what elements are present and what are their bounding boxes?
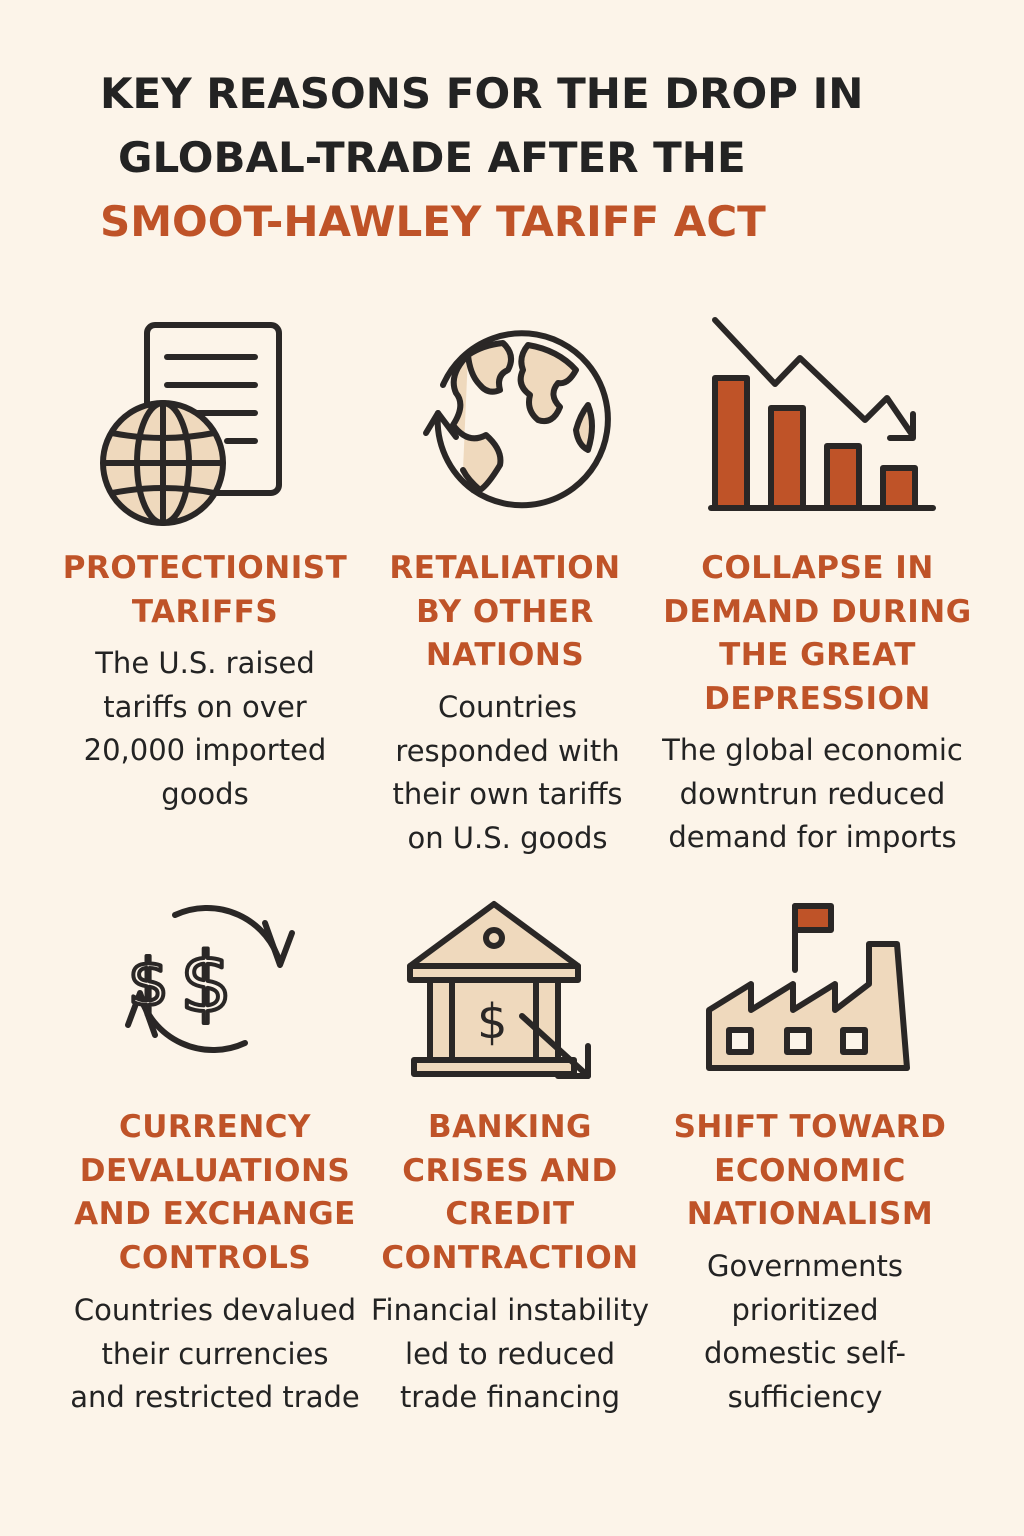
svg-text:$: $ <box>180 936 233 1031</box>
reason-title: SHIFT TOWARD ECONOMIC NATIONALISM <box>673 1109 947 1232</box>
globe-cycle-icon <box>408 315 613 520</box>
bank-decline-icon <box>402 896 594 1086</box>
reason-description: The U.S. raised tariffs on over 20,000 imported goods <box>83 646 327 811</box>
reason-title: CURRENCY DEVALUATIONS AND EXCHANGE CONTROLS <box>74 1109 356 1276</box>
reason-title: COLLAPSE IN DEMAND DURING THE GREAT DEPRESSION <box>663 550 972 717</box>
document-globe-icon <box>95 315 290 530</box>
reason-title: BANKING CRISES AND CREDIT CONTRACTION <box>381 1109 639 1276</box>
reason-description: Financial instability led to reduced trade financing <box>370 1293 649 1414</box>
svg-text:$: $ <box>477 994 508 1050</box>
page-title-line-3: SMOOT-HAWLEY TARIFF ACT <box>100 197 766 246</box>
reason-description: Governments prioritized domestic self- sufficiency <box>703 1249 907 1414</box>
reason-description: The global economic downtrun reduced demand for imports <box>662 733 963 854</box>
reason-title: RETALIATION BY OTHER NATIONS <box>389 550 621 673</box>
page-title-line-2: GLOBAL-TRADE AFTER THE <box>118 133 746 182</box>
declining-bar-chart-icon <box>705 312 940 517</box>
page-title-line-1: KEY REASONS FOR THE DROP IN <box>100 69 864 118</box>
svg-text:$: $ <box>128 947 169 1021</box>
reason-description: Countries responded with their own tariffs on U.S. goods <box>392 690 623 855</box>
factory-flag-icon <box>703 900 913 1080</box>
reason-title: PROTECTIONIST TARIFFS <box>62 550 348 630</box>
currency-exchange-icon <box>120 893 300 1065</box>
reason-description: Countries devalued their currencies and restricted trade <box>70 1293 360 1414</box>
